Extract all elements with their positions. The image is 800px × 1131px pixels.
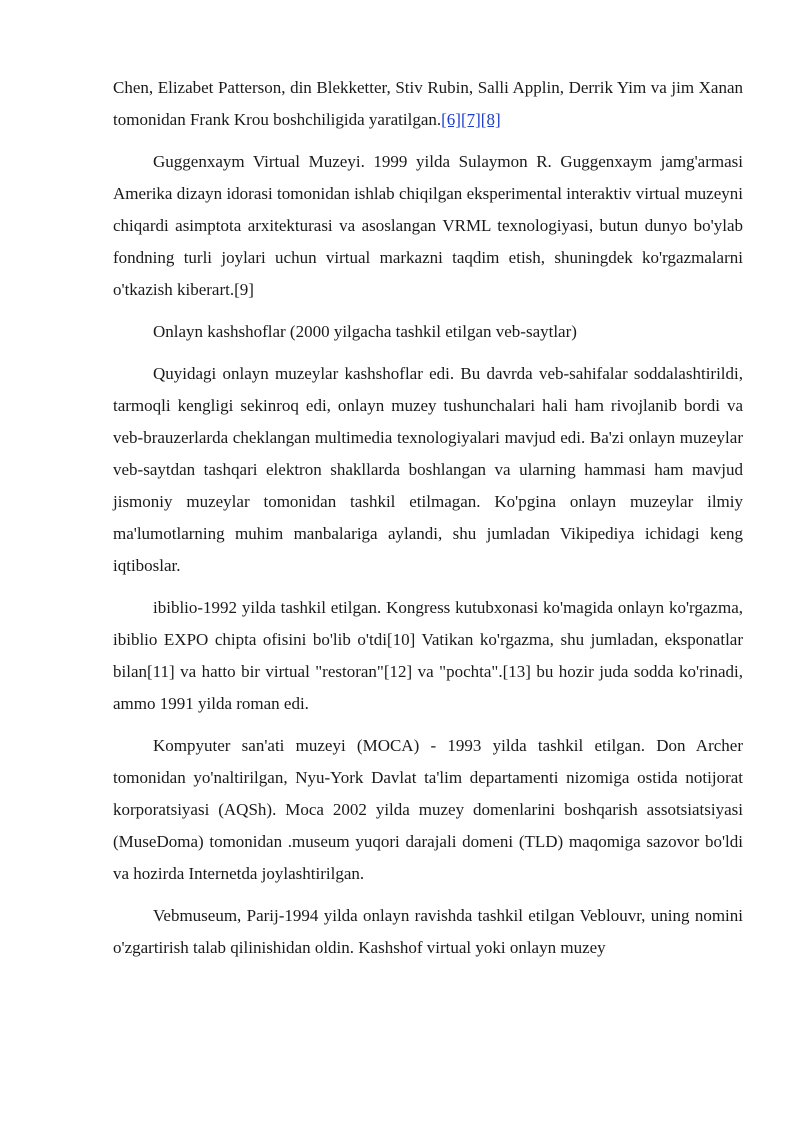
paragraph-moca: Kompyuter san'ati muzeyi (MOCA) - 1993 yilda tashkil etilgan. Don Archer tomonidan yo'naltirilgan, Nyu-York Davlat ta'lim departamenti nizomiga ostida notijorat korporatsiyasi (AQSh). Moca 2002 yilda muzey domenlarini boshqarish assotsiatsiyasi (MuseDoma) tomonidan .museum yuqori darajali domeni (TLD) maqomiga sazovor bo'ldi va hozirda Internetda joylashtirilgan. (113, 736, 743, 883)
reference-link-6[interactable]: [6] (441, 110, 461, 129)
document-body (113, 72, 743, 964)
paragraph-webmuseum: Vebmuseum, Parij-1994 yilda onlayn ravishda tashkil etilgan Veblouvr, uning nomini o'zgartirish talab qilinishidan oldin. Kashshof virtual yoki onlayn muzey (113, 906, 743, 957)
paragraph-ibiblio: ibiblio-1992 yilda tashkil etilgan. Kongress kutubxonasi ko'magida onlayn ko'rgazma, ibiblio EXPO chipta ofisini bo'lib o'tdi[10] Vatikan ko'rgazma, shu jumladan, eksponatlar bilan[11] va hatto bir virtual "restoran"[12] va "pochta".[13] bu hozir juda sodda ko'rinadi, ammo 1991 yilda roman edi. (113, 598, 743, 713)
paragraph-continuation (113, 72, 743, 136)
paragraph-guggenheim: Guggenxaym Virtual Muzeyi. 1999 yilda Sulaymon R. Guggenxaym jamg'armasi Amerika dizayn idorasi tomonidan ishlab chiqilgan eksperimental interaktiv virtual muzeyni chiqardi asimptota arxitekturasi va asoslangan VRML texnologiyasi, butun dunyo bo'ylab fondning turli joylari uchun virtual markazni taqdim etish, shuningdek ko'rgazmalarni o'tkazish kiberart.[9] (113, 152, 743, 299)
paragraph-pioneers: Quyidagi onlayn muzeylar kashshoflar edi. Bu davrda veb-sahifalar soddalashtirildi, tarmoqli kengligi sekinroq edi, onlayn muzey tushunchalari hali ham rivojlanib bordi va veb-brauzerlarda cheklangan multimedia texnologiyalari mavjud edi. Ba'zi onlayn muzeylar veb-saytdan tashqari elektron shakllarda boshlangan va ularning hammasi ham mavjud jismoniy muzeylar tomonidan tashkil etilmagan. Ko'pgina onlayn muzeylar ilmiy ma'lumotlarning muhim manbalariga aylandi, shu jumladan Vikipediya ichidagi keng iqtiboslar. (113, 364, 743, 575)
paragraph-text: Chen, Elizabet Patterson, din Blekketter, Stiv Rubin, Salli Applin, Derrik Yim va jim Xanan tomonidan Frank Krou boshchiligida yaratilgan. (113, 78, 743, 129)
reference-link-7[interactable]: [7] (460, 110, 481, 129)
paragraph-heading-pioneers: Onlayn kashshoflar (2000 yilgacha tashkil etilgan veb-saytlar) (153, 322, 577, 341)
reference-link-8[interactable]: [8] (480, 110, 501, 129)
